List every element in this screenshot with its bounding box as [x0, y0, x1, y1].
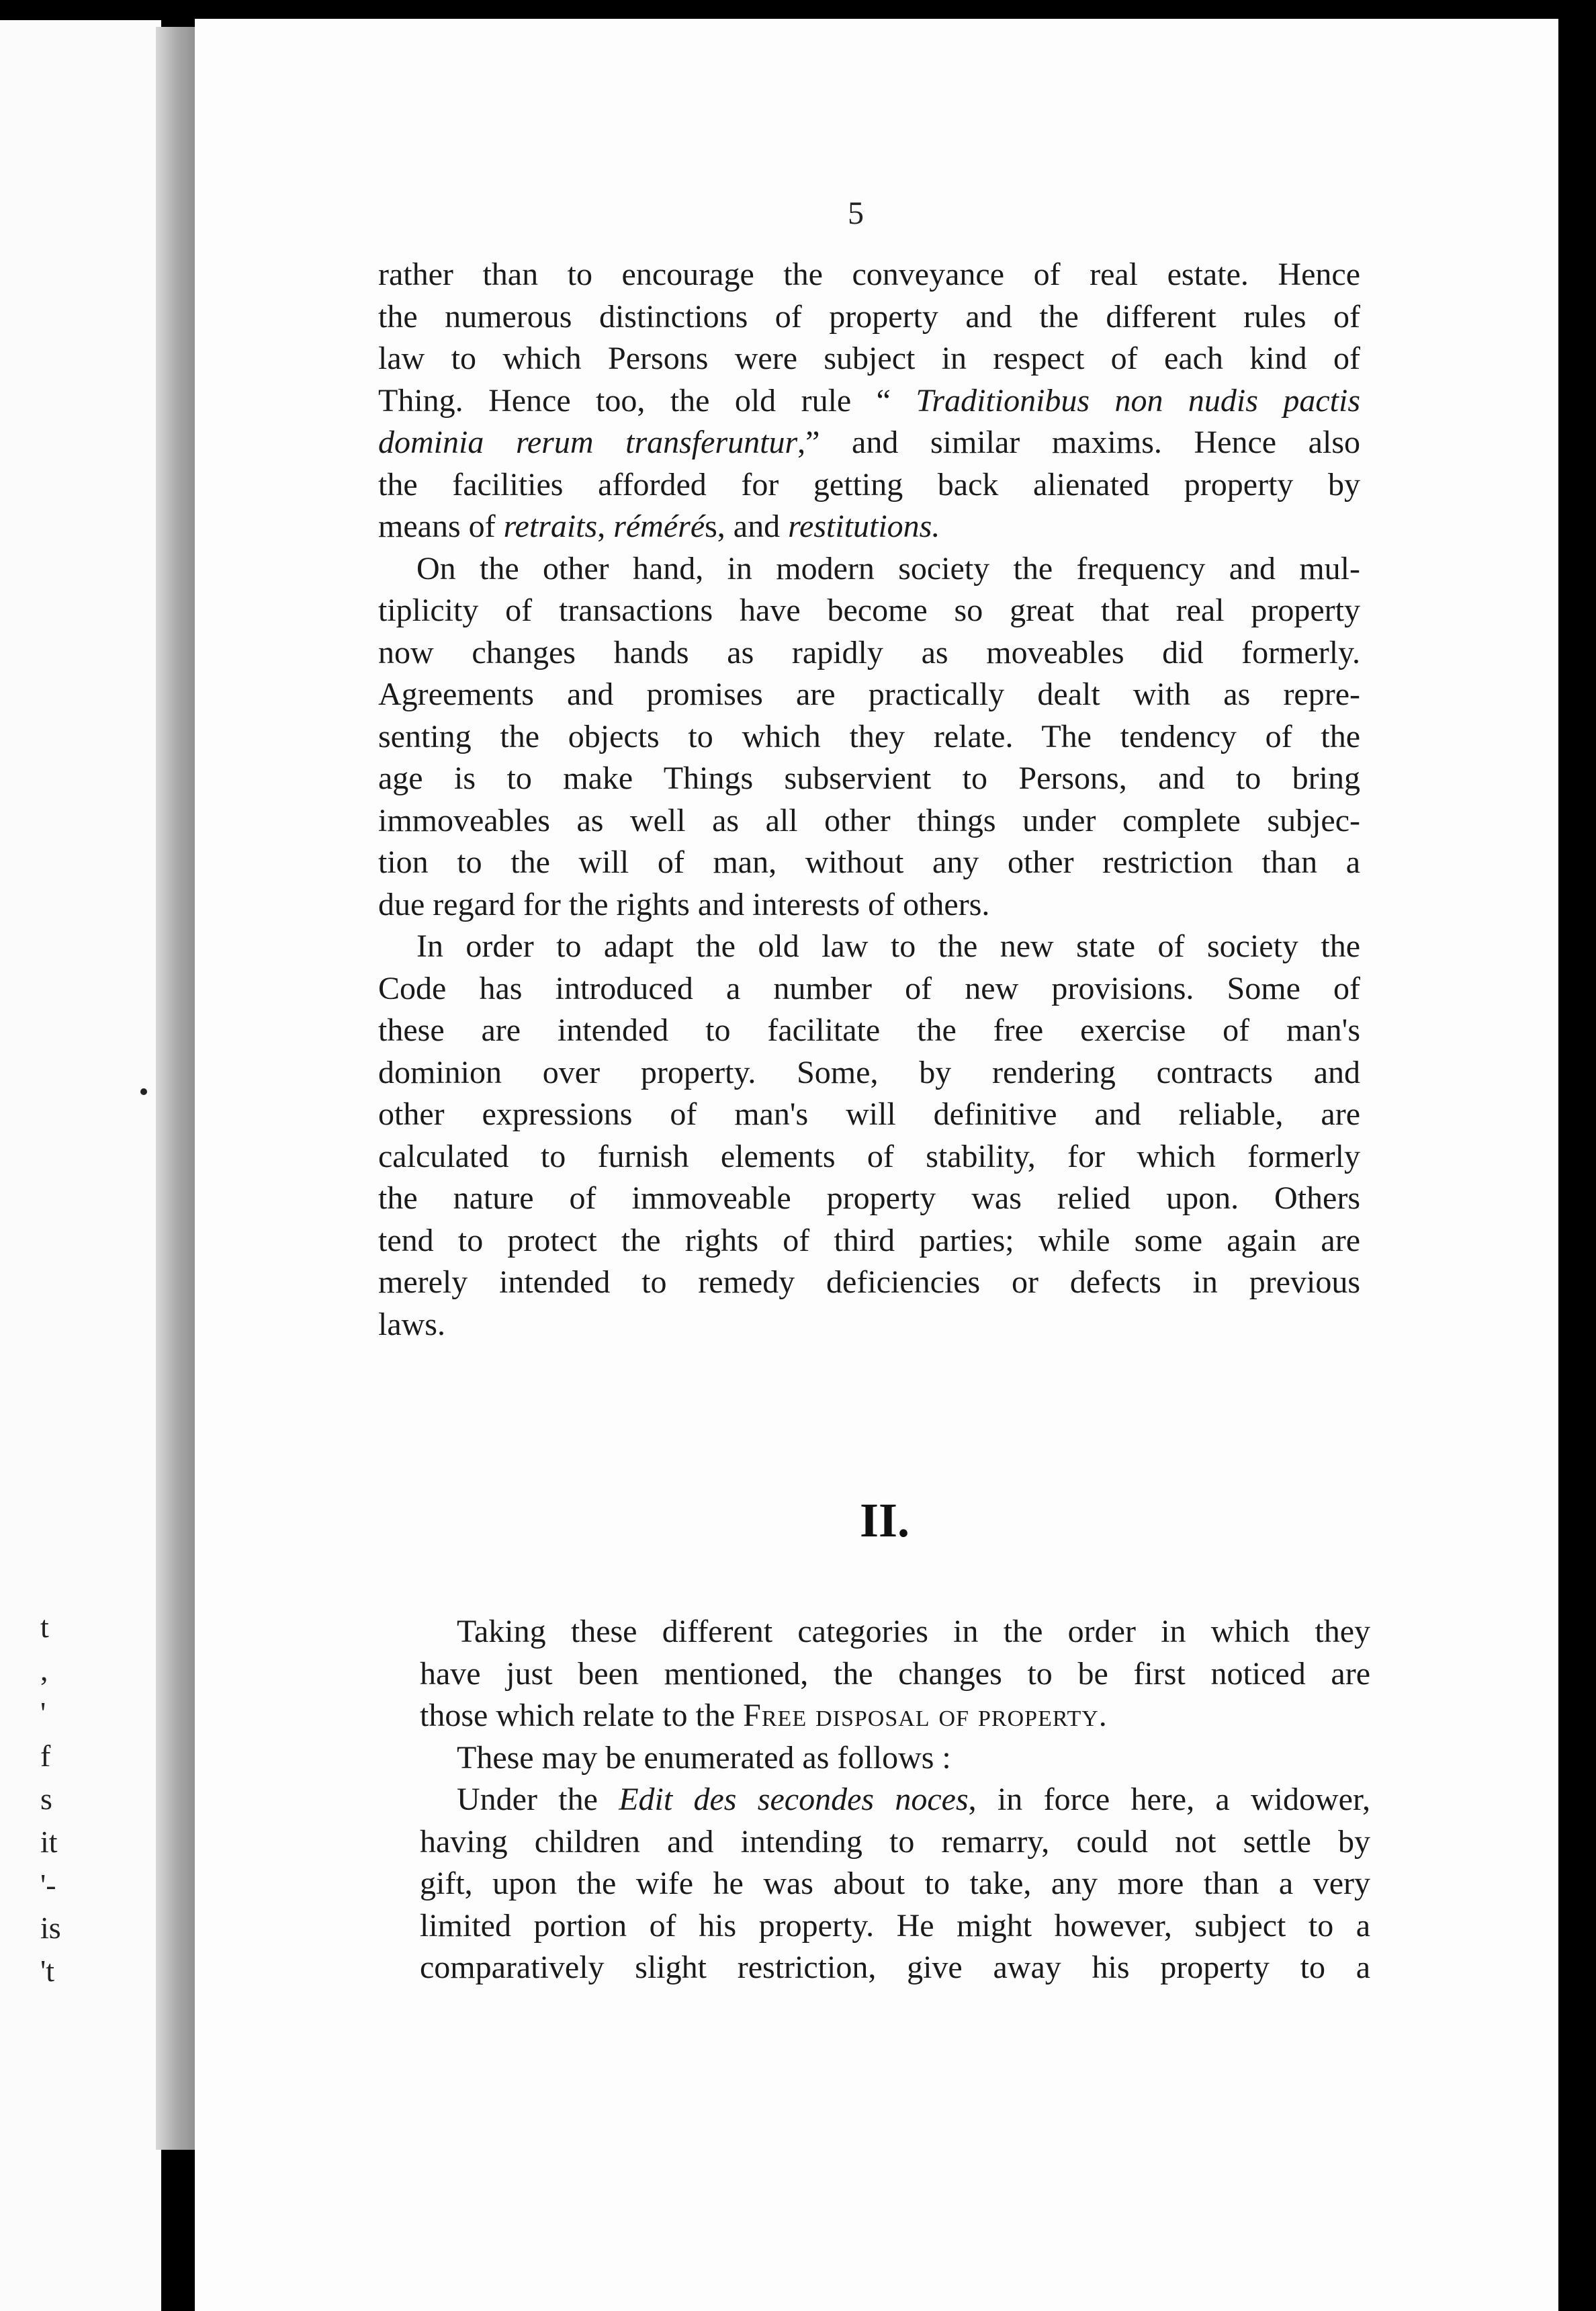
text-run: Under the — [457, 1782, 619, 1817]
edge-mark: f — [40, 1739, 51, 1773]
text-run: comparatively slight restriction, give away his property to a — [420, 1950, 1370, 1985]
text-line — [378, 1010, 1360, 1052]
text-run: law to which Persons were subject in respect of each kind of — [378, 341, 1360, 376]
text-run: these are intended to facilitate the free exercise of man's — [378, 1012, 1360, 1048]
edge-mark: s — [40, 1782, 52, 1816]
text-line — [420, 1695, 1370, 1737]
text-line — [378, 254, 1360, 296]
text-run: tend to protect the rights of third parties; while some again are — [378, 1222, 1360, 1258]
text-run: having children and intending to remarry, could not settle by — [420, 1823, 1370, 1860]
text-run: senting the objects to which they relate. The tendency of the — [378, 718, 1360, 754]
text-line — [378, 338, 1360, 380]
text-line — [378, 1220, 1360, 1262]
text-line — [378, 1136, 1360, 1178]
left-page-edge-marks — [40, 1606, 81, 1993]
italic-text: retraits — [503, 509, 598, 544]
text-run: tiplicity of transactions have become so great that real property — [378, 593, 1360, 628]
text-run: now changes hands as rapidly as moveables did formerly. — [378, 634, 1360, 670]
text-line — [420, 1821, 1370, 1864]
text-line — [378, 1094, 1360, 1136]
text-line — [378, 632, 1360, 674]
text-run: Taking these different categories in the order in which they — [457, 1614, 1370, 1649]
edge-mark: is — [40, 1911, 61, 1945]
text-line — [378, 674, 1360, 716]
italic-text: Edit des secondes noces — [619, 1782, 969, 1817]
text-line — [420, 1779, 1370, 1821]
text-line — [378, 842, 1360, 884]
text-line — [378, 884, 1360, 926]
text-run: immoveables as well as all other things under complete subjec- — [378, 802, 1360, 838]
text-line — [420, 1653, 1370, 1696]
text-run: Agreements and promises are practically dealt with as repre- — [378, 677, 1360, 712]
text-run: the nature of immoveable property was relied upon. Others — [378, 1180, 1360, 1216]
text-run: due regard for the rights and interests of others. — [378, 886, 990, 922]
text-run: means of — [378, 509, 504, 544]
text-line — [378, 758, 1360, 800]
text-run: the facilities afforded for getting back alienated property by — [378, 466, 1360, 503]
text-run: limited portion of his property. He might however, subject to a — [420, 1907, 1370, 1944]
text-run: gift, upon the wife he was about to take, any more than a very — [420, 1866, 1370, 1901]
page-number: 5 — [848, 195, 864, 231]
italic-text: réméré — [613, 509, 705, 544]
section-heading: II. — [860, 1493, 910, 1547]
text-run: calculated to furnish elements of stability, for which formerly — [378, 1138, 1360, 1174]
text-line — [420, 1737, 1370, 1780]
text-line — [420, 1947, 1370, 1989]
text-run: the numerous distinctions of property and the different rules of — [378, 298, 1360, 335]
text-run: dominion over property. Some, by rendering contracts and — [378, 1054, 1360, 1090]
text-line — [378, 296, 1360, 339]
edge-mark: t — [40, 1610, 49, 1644]
italic-text: dominia rerum transferuntur — [378, 425, 798, 460]
text-line — [378, 800, 1360, 842]
right-scan-border — [1558, 0, 1596, 2311]
text-line — [420, 1863, 1370, 1905]
text-line — [378, 926, 1360, 968]
text-run: have just been mentioned, the changes to be first noticed are — [420, 1655, 1370, 1692]
text-run: age is to make Things subservient to Persons, and to bring — [378, 760, 1360, 796]
text-line — [378, 1304, 1360, 1346]
edge-mark: '- — [40, 1868, 56, 1902]
text-line — [420, 1611, 1370, 1653]
edge-mark: ' — [40, 1696, 46, 1730]
left-page-fragment — [0, 20, 161, 2311]
text-line — [378, 1262, 1360, 1304]
text-run: On the other hand, in modern society the frequency and mul- — [416, 550, 1360, 586]
text-line — [378, 422, 1360, 464]
italic-text: Traditionibus non nudis pactis — [916, 382, 1360, 419]
italic-text: restitutions. — [788, 509, 940, 544]
edge-mark: 't — [40, 1954, 55, 1988]
text-line — [378, 380, 1360, 423]
text-run: those which relate to the — [420, 1698, 744, 1733]
text-line — [378, 548, 1360, 591]
text-run: These may be enumerated as follows : — [457, 1739, 951, 1776]
text-line — [378, 506, 1360, 548]
text-run: Code has introduced a number of new provisions. Some of — [378, 970, 1360, 1006]
text-run: s, and — [705, 509, 789, 544]
text-run: ,” and similar maxims. Hence also — [797, 425, 1360, 460]
edge-mark: it — [40, 1825, 58, 1859]
text-line — [378, 590, 1360, 632]
text-line — [378, 464, 1360, 507]
text-line — [378, 968, 1360, 1010]
text-run: In order to adapt the old law to the new state of society the — [416, 928, 1360, 964]
section-2-text — [420, 1611, 1370, 1989]
section-1-text — [378, 254, 1360, 1346]
small-caps-text: Free disposal of property. — [743, 1698, 1108, 1733]
text-run: , in force here, a widower, — [968, 1782, 1371, 1817]
text-line — [420, 1905, 1370, 1948]
text-line — [378, 716, 1360, 758]
text-run: merely intended to remedy deficiencies or defects in previous — [378, 1264, 1360, 1300]
text-run: laws. — [378, 1306, 445, 1342]
text-run: other expressions of man's will definitive and reliable, are — [378, 1096, 1360, 1132]
text-line — [378, 1178, 1360, 1220]
text-line — [378, 1052, 1360, 1094]
edge-mark: , — [40, 1653, 48, 1687]
text-run: rather than to encourage the conveyance of real estate. Hence — [378, 257, 1360, 292]
text-run: tion to the will of man, without any other restriction than a — [378, 844, 1360, 880]
text-run: , — [597, 509, 614, 544]
speck — [140, 1088, 147, 1095]
text-run: Thing. Hence too, the old rule “ — [378, 382, 916, 419]
